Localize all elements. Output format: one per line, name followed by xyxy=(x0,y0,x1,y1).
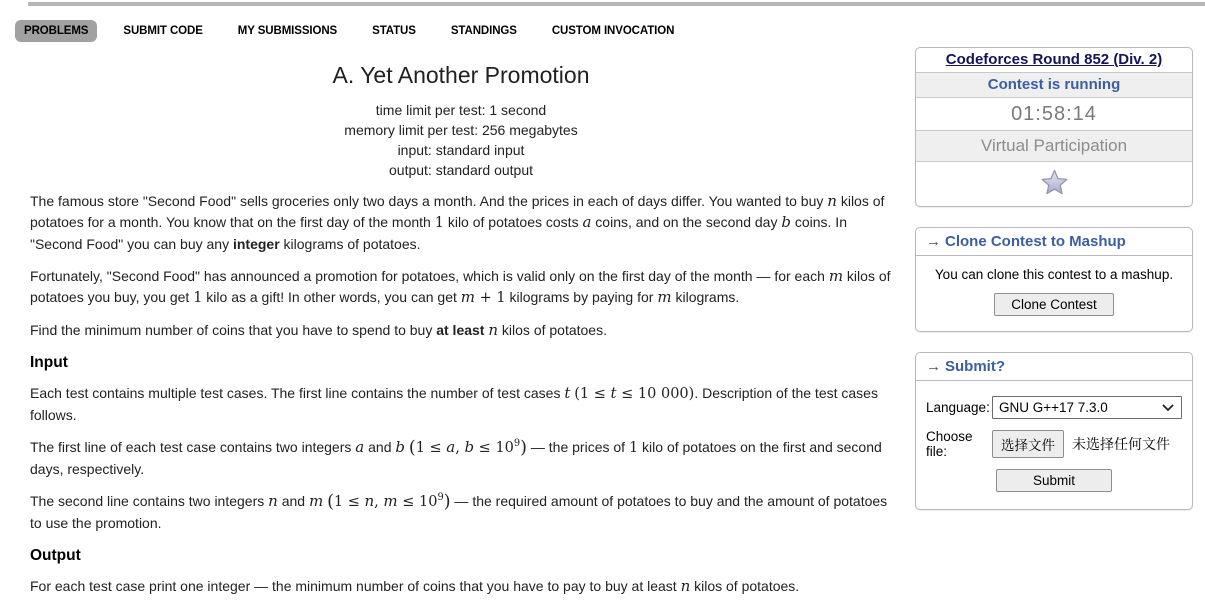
tab-problems[interactable]: PROBLEMS xyxy=(15,20,97,42)
choose-file-label: Choose file: xyxy=(926,429,973,459)
problem-meta xyxy=(30,100,892,180)
language-label: Language: xyxy=(926,400,990,415)
arrow-right-icon: → xyxy=(926,233,941,250)
submit-button[interactable]: Submit xyxy=(996,469,1112,492)
tab-standings[interactable]: STANDINGS xyxy=(450,25,517,37)
submit-box-header xyxy=(916,353,1192,381)
input-format-line: input: standard input xyxy=(397,142,525,158)
output-paragraph: For each test case print one integer — the minimum number of coins that you have to pay to buy at least n kilos of potatoes. xyxy=(30,577,800,595)
output-format-line: output: standard output xyxy=(389,162,533,178)
contest-title-row xyxy=(916,48,1192,73)
file-status-text: 未选择任何文件 xyxy=(1072,436,1170,452)
clone-box-text: You can clone this contest to a mashup. xyxy=(934,267,1174,282)
contest-tabbar xyxy=(15,20,683,42)
input-section-header: Input xyxy=(30,354,68,371)
participation-mode: Virtual Participation xyxy=(916,131,1192,162)
clone-box-body xyxy=(916,256,1192,331)
tab-my-submissions[interactable]: MY SUBMISSIONS xyxy=(237,25,338,37)
clone-box-header xyxy=(916,228,1192,256)
choose-file-button[interactable]: 选择文件 xyxy=(992,430,1064,458)
clone-box-title: Clone Contest to Mashup xyxy=(945,233,1126,250)
submit-row xyxy=(926,469,1182,492)
top-scrollbar-thumb[interactable] xyxy=(28,2,1205,6)
language-select-wrap xyxy=(992,396,1182,419)
input-paragraph: Each test contains multiple test cases. The first line contains the number of test cases t (1 ≤ t ≤ 10 000). Description of the test cases follows. xyxy=(30,384,878,423)
clone-mashup-box xyxy=(915,227,1193,332)
memory-limit-line: memory limit per test: 256 megabytes xyxy=(344,122,578,138)
file-input xyxy=(992,430,1170,458)
sidebar xyxy=(915,47,1193,530)
input-paragraph: The second line contains two integers n and m (1 ≤ n, $m \le 10^9$) — the required amount of potatoes to buy and the amount of potatoes to use the promotion. xyxy=(30,492,888,531)
tab-submit-code[interactable]: SUBMIT CODE xyxy=(123,25,203,37)
contest-info-box xyxy=(915,47,1193,207)
tab-custom-invocation[interactable]: CUSTOM INVOCATION xyxy=(551,25,675,37)
submit-box xyxy=(915,352,1193,510)
time-limit-line: time limit per test: 1 second xyxy=(375,102,547,118)
clone-contest-button[interactable]: Clone Contest xyxy=(994,293,1114,316)
language-row xyxy=(926,396,1182,419)
statement-paragraph: Find the minimum number of coins that you have to spend to buy at least n kilos of potatoes. xyxy=(30,321,607,339)
problem-statement xyxy=(30,60,892,608)
choose-file-row xyxy=(926,429,1182,459)
problem-title: A. Yet Another Promotion xyxy=(332,62,590,88)
favorite-toggle[interactable] xyxy=(916,162,1192,206)
input-paragraph: The first line of each test case contains two integers a and b (1 ≤ a, $b \le 10^9$) — the prices of 1 kilo of potatoes on the first and second days, respectively. xyxy=(30,438,882,477)
statement-paragraph: Fortunately, "Second Food" has announced a promotion for potatoes, which is valid only on the first day of the month — for each m kilos of potatoes you buy, you get 1 kilo as a gift! In other words, you can get m + 1 kilograms by paying for m kilograms. xyxy=(30,267,891,306)
contest-timer: 01:58:14 xyxy=(916,98,1192,131)
language-select[interactable] xyxy=(992,396,1182,419)
contest-link[interactable]: Codeforces Round 852 (Div. 2) xyxy=(945,51,1163,68)
contest-status: Contest is running xyxy=(916,73,1192,98)
tab-status[interactable]: STATUS xyxy=(372,25,416,37)
output-section-header: Output xyxy=(30,547,81,564)
submit-box-title: Submit? xyxy=(945,358,1005,375)
arrow-right-icon: → xyxy=(926,358,941,375)
submit-form xyxy=(916,381,1192,509)
star-icon xyxy=(1041,169,1068,195)
statement-paragraph: The famous store "Second Food" sells groceries only two days a month. And the prices in each of days differ. You wanted to buy n kilos of potatoes for a month. You know that on the first day of the month 1 kilo of potatoes costs a coins, and on the second day b coins. In "Second Food" you can buy any integer kilograms of potatoes. xyxy=(30,192,885,252)
